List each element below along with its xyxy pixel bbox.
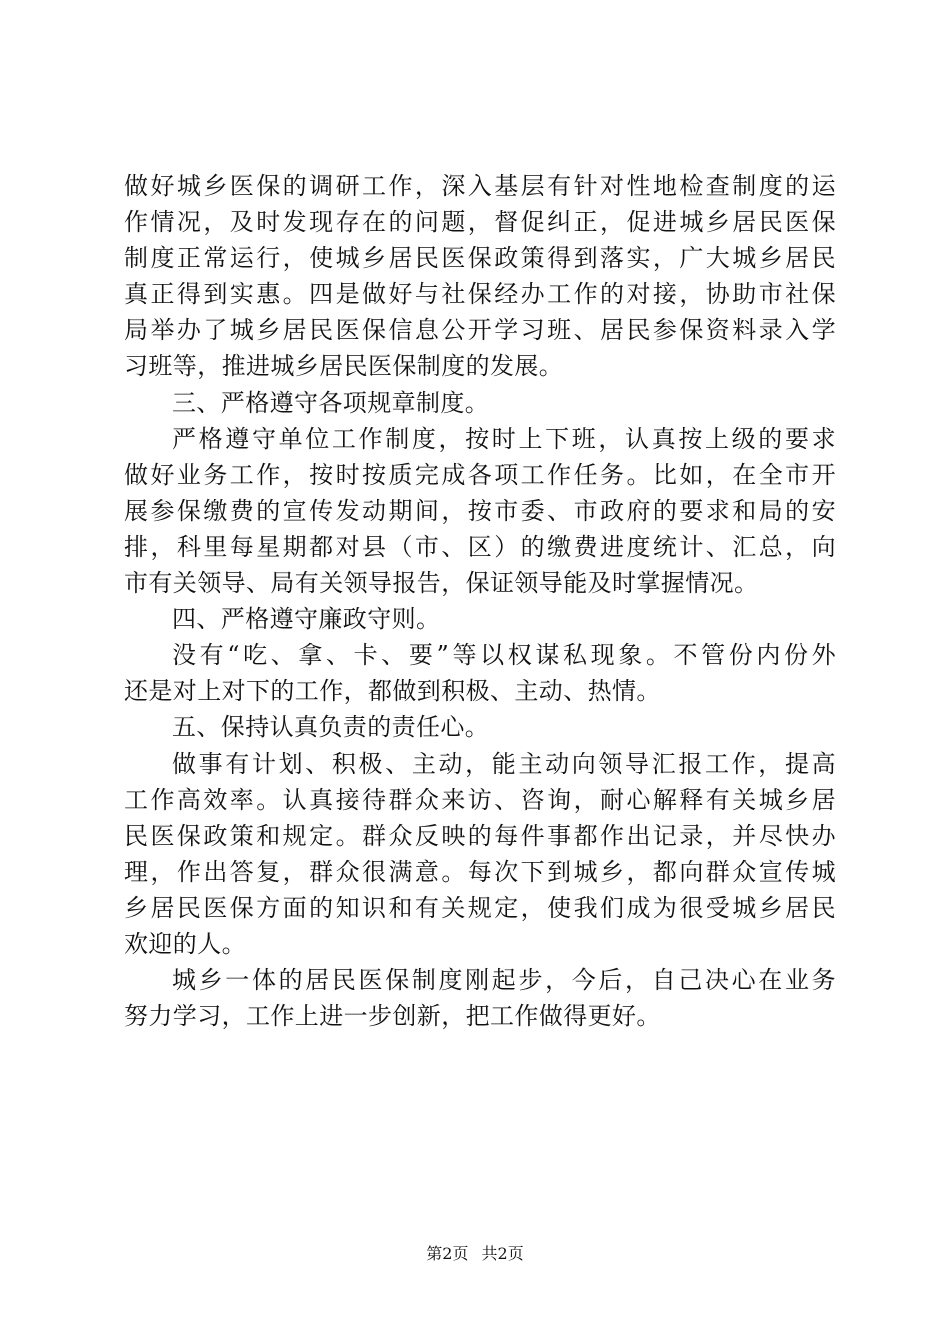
- text-line: 做好城乡医保的调研工作，深入基层有针对性地检查制度的运: [124, 172, 836, 200]
- text-line: 习班等，推进城乡居民医保制度的发展。: [124, 352, 564, 381]
- text-line: 市有关领导、局有关领导报告，保证领导能及时掌握情况。: [124, 569, 759, 598]
- text-line: 理，作出答复，群众很满意。每次下到城乡，都向群众宣传城: [124, 857, 836, 886]
- text-line: 努力学习，工作上进一步创新，把工作做得更好。: [124, 1002, 661, 1031]
- text-line: 制度正常运行，使城乡居民医保政策得到落实，广大城乡居民: [124, 244, 836, 273]
- text-line: 展参保缴费的宣传发动期间，按市委、市政府的要求和局的安: [124, 496, 836, 525]
- text-line: 民医保政策和规定。群众反映的每件事都作出记录，并尽快办: [124, 821, 836, 850]
- page-number: 第2页: [426, 1244, 469, 1263]
- text-line: 做事有计划、积极、主动，能主动向领导汇报工作，提高: [172, 749, 836, 778]
- text-line: 排，科里每星期都对县（市、区）的缴费进度统计、汇总，向: [124, 532, 836, 561]
- text-line: 做好业务工作，按时按质完成各项工作任务。比如，在全市开: [124, 460, 836, 489]
- text-line: 严格遵守单位工作制度，按时上下班，认真按上级的要求: [172, 424, 836, 453]
- page-total: 共2页: [481, 1244, 524, 1263]
- text-line: 乡居民医保方面的知识和有关规定，使我们成为很受城乡居民: [124, 893, 836, 922]
- text-line: 作情况，及时发现存在的问题，督促纠正，促进城乡居民医保: [124, 208, 836, 237]
- text-line: 局举办了城乡居民医保信息公开学习班、居民参保资料录入学: [124, 316, 836, 345]
- section-heading: 三、严格遵守各项规章制度。: [172, 388, 490, 417]
- text-line: 没有“吃、拿、卡、要”等以权谋私现象。不管份内份外: [172, 641, 836, 670]
- section-heading: 四、严格遵守廉政守则。: [172, 605, 441, 634]
- text-line: 真正得到实惠。四是做好与社保经办工作的对接，协助市社保: [124, 280, 836, 309]
- section-heading: 五、保持认真负责的责任心。: [172, 713, 490, 742]
- text-line: 工作高效率。认真接待群众来访、咨询，耐心解释有关城乡居: [124, 785, 836, 814]
- text-line: 还是对上对下的工作，都做到积极、主动、热情。: [124, 677, 661, 706]
- document-body: [124, 168, 836, 1034]
- page-footer: [0, 1244, 950, 1264]
- text-line: 欢迎的人。: [124, 929, 246, 958]
- text-line: 城乡一体的居民医保制度刚起步，今后，自己决心在业务: [172, 966, 836, 995]
